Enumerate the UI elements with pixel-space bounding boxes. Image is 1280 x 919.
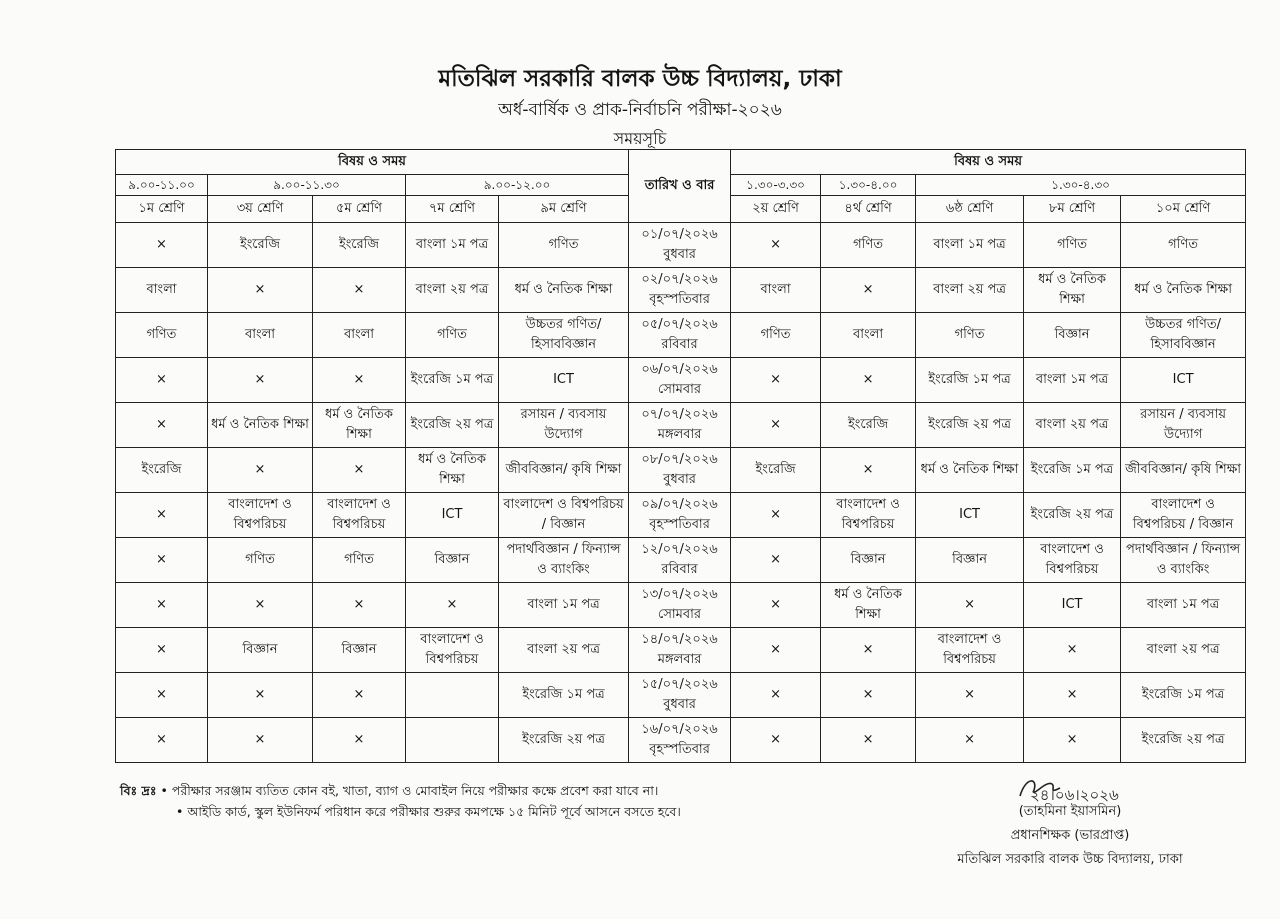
note-label: বিঃ দ্রঃ xyxy=(120,783,157,798)
exam-day: বুধবার xyxy=(663,247,696,262)
subject-cell: ইংরেজি ২য় পত্র xyxy=(499,718,629,763)
note-line-1 xyxy=(120,780,681,801)
exam-date: ১৩/০৭/২০২৬ xyxy=(641,587,718,602)
date-cell xyxy=(629,538,731,583)
class-header: ৬ষ্ঠ শ্রেণি xyxy=(916,196,1024,223)
exam-day: মঙ্গলবার xyxy=(657,652,702,667)
subject-cell: × xyxy=(731,403,821,448)
exam-day: বৃহস্পতিবার xyxy=(649,517,710,532)
subject-cell: × xyxy=(116,718,208,763)
subject-cell: বাংলাদেশ ও বিশ্বপরিচয় / বিজ্ঞান xyxy=(1121,493,1246,538)
subject-cell: × xyxy=(313,718,406,763)
subject-cell: × xyxy=(116,493,208,538)
subject-cell: বাংলাদেশ ও বিশ্বপরিচয় xyxy=(313,493,406,538)
exam-day: রবিবার xyxy=(661,337,698,352)
school-title: মতিঝিল সরকারি বালক উচ্চ বিদ্যালয়, ঢাকা xyxy=(438,66,842,92)
class-header: ২য় শ্রেণি xyxy=(731,196,821,223)
subject-cell: উচ্চতর গণিত/ হিসাববিজ্ঞান xyxy=(1121,313,1246,358)
date-header: তারিখ ও বার xyxy=(629,150,731,223)
subject-cell: রসায়ন / ব্যবসায় উদ্যোগ xyxy=(1121,403,1246,448)
subject-cell: × xyxy=(116,628,208,673)
subject-cell xyxy=(406,673,499,718)
subject-cell: × xyxy=(116,223,208,268)
subject-cell: গণিত xyxy=(1121,223,1246,268)
exam-date: ০২/০৭/২০২৬ xyxy=(641,272,718,287)
date-cell xyxy=(629,718,731,763)
subject-cell: × xyxy=(731,538,821,583)
exam-date: ০৮/০৭/২০২৬ xyxy=(641,452,718,467)
subject-cell: বাংলা ২য় পত্র xyxy=(499,628,629,673)
subject-cell: বিজ্ঞান xyxy=(313,628,406,673)
subject-cell: ইংরেজি ১ম পত্র xyxy=(916,358,1024,403)
time-slot: ৯.০০-১১.৩০ xyxy=(208,175,406,196)
subject-cell: বাংলাদেশ ও বিশ্বপরিচয় xyxy=(1024,538,1121,583)
subject-cell: পদার্থবিজ্ঞান / ফিন্যান্স ও ব্যাংকিং xyxy=(1121,538,1246,583)
subject-cell: ICT xyxy=(1121,358,1246,403)
signatory-block xyxy=(920,800,1220,872)
subject-cell: বাংলাদেশ ও বিশ্বপরিচয় xyxy=(208,493,313,538)
subject-cell: বাংলা ১ম পত্র xyxy=(499,583,629,628)
subject-cell: × xyxy=(406,583,499,628)
subject-cell: × xyxy=(731,628,821,673)
subject-cell: বাংলা ২য় পত্র xyxy=(406,268,499,313)
subject-cell: বাংলা xyxy=(313,313,406,358)
subject-cell: বাংলাদেশ ও বিশ্বপরিচয় xyxy=(406,628,499,673)
subject-cell: বাংলা ২য় পত্র xyxy=(1121,628,1246,673)
subject-cell: × xyxy=(116,538,208,583)
date-cell xyxy=(629,223,731,268)
subject-cell: রসায়ন / ব্যবসায় উদ্যোগ xyxy=(499,403,629,448)
exam-title: অর্ধ-বার্ষিক ও প্রাক-নির্বাচনি পরীক্ষা-২০২৬ xyxy=(498,100,782,120)
table-row xyxy=(116,583,1246,628)
subject-cell: × xyxy=(1024,718,1121,763)
exam-date: ০৭/০৭/২০২৬ xyxy=(641,407,718,422)
subject-cell: গণিত xyxy=(731,313,821,358)
date-cell xyxy=(629,493,731,538)
class-header: ৩য় শ্রেণি xyxy=(208,196,313,223)
subject-cell: পদার্থবিজ্ঞান / ফিন্যান্স ও ব্যাংকিং xyxy=(499,538,629,583)
subject-cell: গণিত xyxy=(313,538,406,583)
subject-cell: ইংরেজি xyxy=(821,403,916,448)
exam-day: বুধবার xyxy=(663,472,696,487)
subject-cell: ইংরেজি xyxy=(313,223,406,268)
subject-cell: বাংলা ১ম পত্র xyxy=(406,223,499,268)
right-group-header: বিষয় ও সময় xyxy=(731,150,1246,175)
class-header: ১ম শ্রেণি xyxy=(116,196,208,223)
subject-cell: ইংরেজি ২য় পত্র xyxy=(916,403,1024,448)
subject-cell: বাংলা xyxy=(208,313,313,358)
subject-cell: ইংরেজি ১ম পত্র xyxy=(406,358,499,403)
subject-cell: × xyxy=(116,583,208,628)
subject-cell: গণিত xyxy=(821,223,916,268)
subject-cell: বিজ্ঞান xyxy=(208,628,313,673)
exam-date: ০১/০৭/২০২৬ xyxy=(641,227,718,242)
subject-cell: × xyxy=(731,673,821,718)
footer-notes xyxy=(120,780,681,822)
time-slot: ১.৩০-৪.০০ xyxy=(821,175,916,196)
subject-cell: ধর্ম ও নৈতিক শিক্ষা xyxy=(821,583,916,628)
subject-cell: বাংলা ১ম পত্র xyxy=(1024,358,1121,403)
subject-cell: গণিত xyxy=(916,313,1024,358)
subject-cell: ধর্ম ও নৈতিক শিক্ষা xyxy=(499,268,629,313)
date-cell xyxy=(629,403,731,448)
subject-cell: × xyxy=(313,673,406,718)
subject-cell: × xyxy=(731,493,821,538)
subject-cell: ইংরেজি ২য় পত্র xyxy=(1121,718,1246,763)
note-text-1: • পরীক্ষার সরঞ্জাম ব্যতিত কোন বই, খাতা, ব্যাগ ও মোবাইল নিয়ে পরীক্ষার কক্ষে প্রবেশ করা যাবে না। xyxy=(160,783,659,798)
subject-cell: ইংরেজি xyxy=(116,448,208,493)
exam-date: ১৪/০৭/২০২৬ xyxy=(641,632,718,647)
class-header: ১০ম শ্রেণি xyxy=(1121,196,1246,223)
subject-cell: বাংলা ২য় পত্র xyxy=(1024,403,1121,448)
subject-cell: বিজ্ঞান xyxy=(821,538,916,583)
subject-cell: × xyxy=(821,358,916,403)
subject-cell: × xyxy=(208,358,313,403)
subject-cell: গণিত xyxy=(116,313,208,358)
date-cell xyxy=(629,583,731,628)
subject-cell: বাংলা ১ম পত্র xyxy=(916,223,1024,268)
subject-cell: বিজ্ঞান xyxy=(406,538,499,583)
subject-cell: × xyxy=(916,718,1024,763)
subject-cell: ধর্ম ও নৈতিক শিক্ষা xyxy=(406,448,499,493)
subject-cell: বাংলাদেশ ও বিশ্বপরিচয় xyxy=(916,628,1024,673)
subject-cell: বাংলা xyxy=(116,268,208,313)
subject-cell: ইংরেজি ১ম পত্র xyxy=(1024,448,1121,493)
subject-cell: × xyxy=(916,583,1024,628)
subject-cell: × xyxy=(1024,673,1121,718)
exam-date: ০৯/০৭/২০২৬ xyxy=(641,497,718,512)
note-line-2: • আইডি কার্ড, স্কুল ইউনিফর্ম পরিধান করে পরীক্ষার শুরুর কমপক্ষে ১৫ মিনিট পূর্বে আসনে বসতে হবে। xyxy=(176,804,681,819)
date-cell xyxy=(629,313,731,358)
subject-cell: ICT xyxy=(406,493,499,538)
subject-cell: × xyxy=(208,673,313,718)
subject-cell: × xyxy=(1024,628,1121,673)
subject-cell: ICT xyxy=(916,493,1024,538)
subject-cell: × xyxy=(313,583,406,628)
subject-cell: বাংলাদেশ ও বিশ্বপরিচয় / বিজ্ঞান xyxy=(499,493,629,538)
class-header: ৯ম শ্রেণি xyxy=(499,196,629,223)
subject-cell: ইংরেজি ২য় পত্র xyxy=(406,403,499,448)
subject-cell: উচ্চতর গণিত/ হিসাববিজ্ঞান xyxy=(499,313,629,358)
subject-cell: × xyxy=(731,583,821,628)
subject-cell: বাংলা xyxy=(821,313,916,358)
table-row xyxy=(116,538,1246,583)
subject-cell: বিজ্ঞান xyxy=(1024,313,1121,358)
subject-cell: ধর্ম ও নৈতিক শিক্ষা xyxy=(1024,268,1121,313)
exam-date: ০৫/০৭/২০২৬ xyxy=(641,317,718,332)
exam-day: সোমবার xyxy=(658,607,702,622)
table-row xyxy=(116,448,1246,493)
exam-day: মঙ্গলবার xyxy=(657,427,702,442)
subject-cell: ইংরেজি xyxy=(731,448,821,493)
subject-cell: ইংরেজি xyxy=(208,223,313,268)
left-group-header: বিষয় ও সময় xyxy=(116,150,629,175)
class-header: ৮ম শ্রেণি xyxy=(1024,196,1121,223)
class-header: ৪র্থ শ্রেণি xyxy=(821,196,916,223)
table-row xyxy=(116,493,1246,538)
subject-cell: বিজ্ঞান xyxy=(916,538,1024,583)
subject-cell: × xyxy=(313,358,406,403)
table-row xyxy=(116,223,1246,268)
table-row xyxy=(116,718,1246,763)
exam-date: ১২/০৭/২০২৬ xyxy=(641,542,718,557)
table-row xyxy=(116,628,1246,673)
subject-cell: × xyxy=(731,718,821,763)
exam-day: বুধবার xyxy=(663,697,696,712)
date-cell xyxy=(629,268,731,313)
signatory-school: মতিঝিল সরকারি বালক উচ্চ বিদ্যালয়, ঢাকা xyxy=(957,852,1183,867)
time-slot: ১.৩০-৩.৩০ xyxy=(731,175,821,196)
subject-cell: বাংলাদেশ ও বিশ্বপরিচয় xyxy=(821,493,916,538)
subject-cell: ইংরেজি ১ম পত্র xyxy=(499,673,629,718)
subject-cell: জীববিজ্ঞান/ কৃষি শিক্ষা xyxy=(499,448,629,493)
subject-cell: × xyxy=(116,358,208,403)
subject-cell: × xyxy=(313,268,406,313)
subject-cell: × xyxy=(208,583,313,628)
time-slot: ১.৩০-৪.৩০ xyxy=(916,175,1246,196)
table-row xyxy=(116,358,1246,403)
subject-cell: × xyxy=(916,673,1024,718)
signatory-designation: প্রধানশিক্ষক (ভারপ্রাপ্ত) xyxy=(1010,828,1130,843)
subject-cell: × xyxy=(731,358,821,403)
date-cell xyxy=(629,358,731,403)
subject-cell xyxy=(406,718,499,763)
table-row xyxy=(116,313,1246,358)
subject-cell: × xyxy=(313,448,406,493)
date-cell xyxy=(629,673,731,718)
subject-cell: গণিত xyxy=(499,223,629,268)
subject-cell: × xyxy=(731,223,821,268)
subject-cell: ধর্ম ও নৈতিক শিক্ষা xyxy=(916,448,1024,493)
subject-cell: বাংলা xyxy=(731,268,821,313)
signature-mark xyxy=(1012,770,1212,804)
subject-cell: ইংরেজি ২য় পত্র xyxy=(1024,493,1121,538)
subject-cell: × xyxy=(821,718,916,763)
exam-day: বৃহস্পতিবার xyxy=(649,742,710,757)
table-row xyxy=(116,403,1246,448)
subject-cell: ইংরেজি ১ম পত্র xyxy=(1121,673,1246,718)
subject-cell: × xyxy=(208,448,313,493)
time-slot: ৯.০০-১২.০০ xyxy=(406,175,629,196)
subject-cell: × xyxy=(821,448,916,493)
exam-day: রবিবার xyxy=(661,562,698,577)
class-header: ৫ম শ্রেণি xyxy=(313,196,406,223)
date-cell xyxy=(629,448,731,493)
exam-date: ১৫/০৭/২০২৬ xyxy=(641,677,718,692)
signatory-name: (তাহমিনা ইয়াসমিন) xyxy=(1018,804,1122,819)
subject-cell: × xyxy=(208,718,313,763)
subject-cell: গণিত xyxy=(1024,223,1121,268)
subject-cell: বাংলা ১ম পত্র xyxy=(1121,583,1246,628)
table-row xyxy=(116,268,1246,313)
exam-date: ০৬/০৭/২০২৬ xyxy=(641,362,718,377)
subject-cell: × xyxy=(821,268,916,313)
subject-cell: ধর্ম ও নৈতিক শিক্ষা xyxy=(208,403,313,448)
subject-cell: গণিত xyxy=(406,313,499,358)
subject-cell: × xyxy=(116,673,208,718)
exam-day: সোমবার xyxy=(658,382,702,397)
signature-date: ২৪।০৬।২০২৬ xyxy=(1030,786,1119,804)
table-row xyxy=(116,673,1246,718)
subject-cell: × xyxy=(116,403,208,448)
exam-day: বৃহস্পতিবার xyxy=(649,292,710,307)
subject-cell: ICT xyxy=(1024,583,1121,628)
subject-cell: ধর্ম ও নৈতিক শিক্ষা xyxy=(1121,268,1246,313)
subject-cell: × xyxy=(208,268,313,313)
date-cell xyxy=(629,628,731,673)
routine-title: সময়সূচি xyxy=(613,129,667,148)
subject-cell: বাংলা ২য় পত্র xyxy=(916,268,1024,313)
subject-cell: ICT xyxy=(499,358,629,403)
exam-date: ১৬/০৭/২০২৬ xyxy=(641,722,718,737)
subject-cell: জীববিজ্ঞান/ কৃষি শিক্ষা xyxy=(1121,448,1246,493)
exam-routine-table xyxy=(115,149,1246,763)
subject-cell: × xyxy=(821,673,916,718)
subject-cell: × xyxy=(821,628,916,673)
subject-cell: গণিত xyxy=(208,538,313,583)
subject-cell: ধর্ম ও নৈতিক শিক্ষা xyxy=(313,403,406,448)
time-slot: ৯.০০-১১.০০ xyxy=(116,175,208,196)
class-header: ৭ম শ্রেণি xyxy=(406,196,499,223)
